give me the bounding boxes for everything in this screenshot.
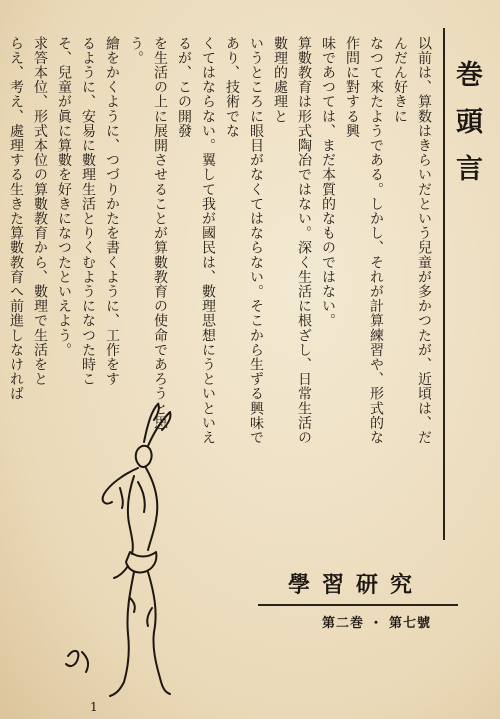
body-column: 以前は、算数はきらいだという兒童が多かつたが、近頃は、だんだん好きに <box>392 36 432 445</box>
body-column: 繪をかくように、つづりかたを書くように、工作をす <box>104 36 120 387</box>
body-column: くてはならない。翼して我が國民は、數理思想にうといといえるが、この開發 <box>176 36 216 445</box>
journal-title-block <box>258 568 458 638</box>
heading-rule <box>443 28 445 540</box>
body-column: 算數教育は形式陶冶ではない。深く生活に根ざし、日常生活の數理的處理と <box>272 36 312 445</box>
page-number: 1 <box>90 700 98 714</box>
journal-issue: 第二巻 ・ 第七號 <box>322 616 432 631</box>
body-text <box>0 36 436 456</box>
body-column: 求答本位、形式本位の算數教育から、數理で生活をと <box>32 36 48 387</box>
body-column: 味であつては、まだ本質的なものではない。 <box>320 36 336 328</box>
dancer-illustration <box>48 402 240 702</box>
page-heading: 巻頭言 <box>451 60 482 201</box>
body-column: なつて來たようである。しかし、それが計算練習や、形式的な作問に對する興 <box>344 36 384 445</box>
journal-title: 學習研究 <box>288 572 425 598</box>
journal-title-rule <box>258 604 458 606</box>
body-column: を生活の上に展開させることが算數教育の使命であろうと思う。 <box>128 36 168 431</box>
body-column: るように、安易に數理生活とりくむようになつた時こ <box>80 36 96 387</box>
body-column: らえ、考え、處理する生きた算數教育へ前進しなければ <box>8 36 24 401</box>
body-column: いうところに眼目がなくてはならない。そこから生ずる興味であり、技術でな <box>224 36 264 445</box>
body-column: そ、兒童が眞に算數を好きになつたといえよう。 <box>56 36 72 358</box>
